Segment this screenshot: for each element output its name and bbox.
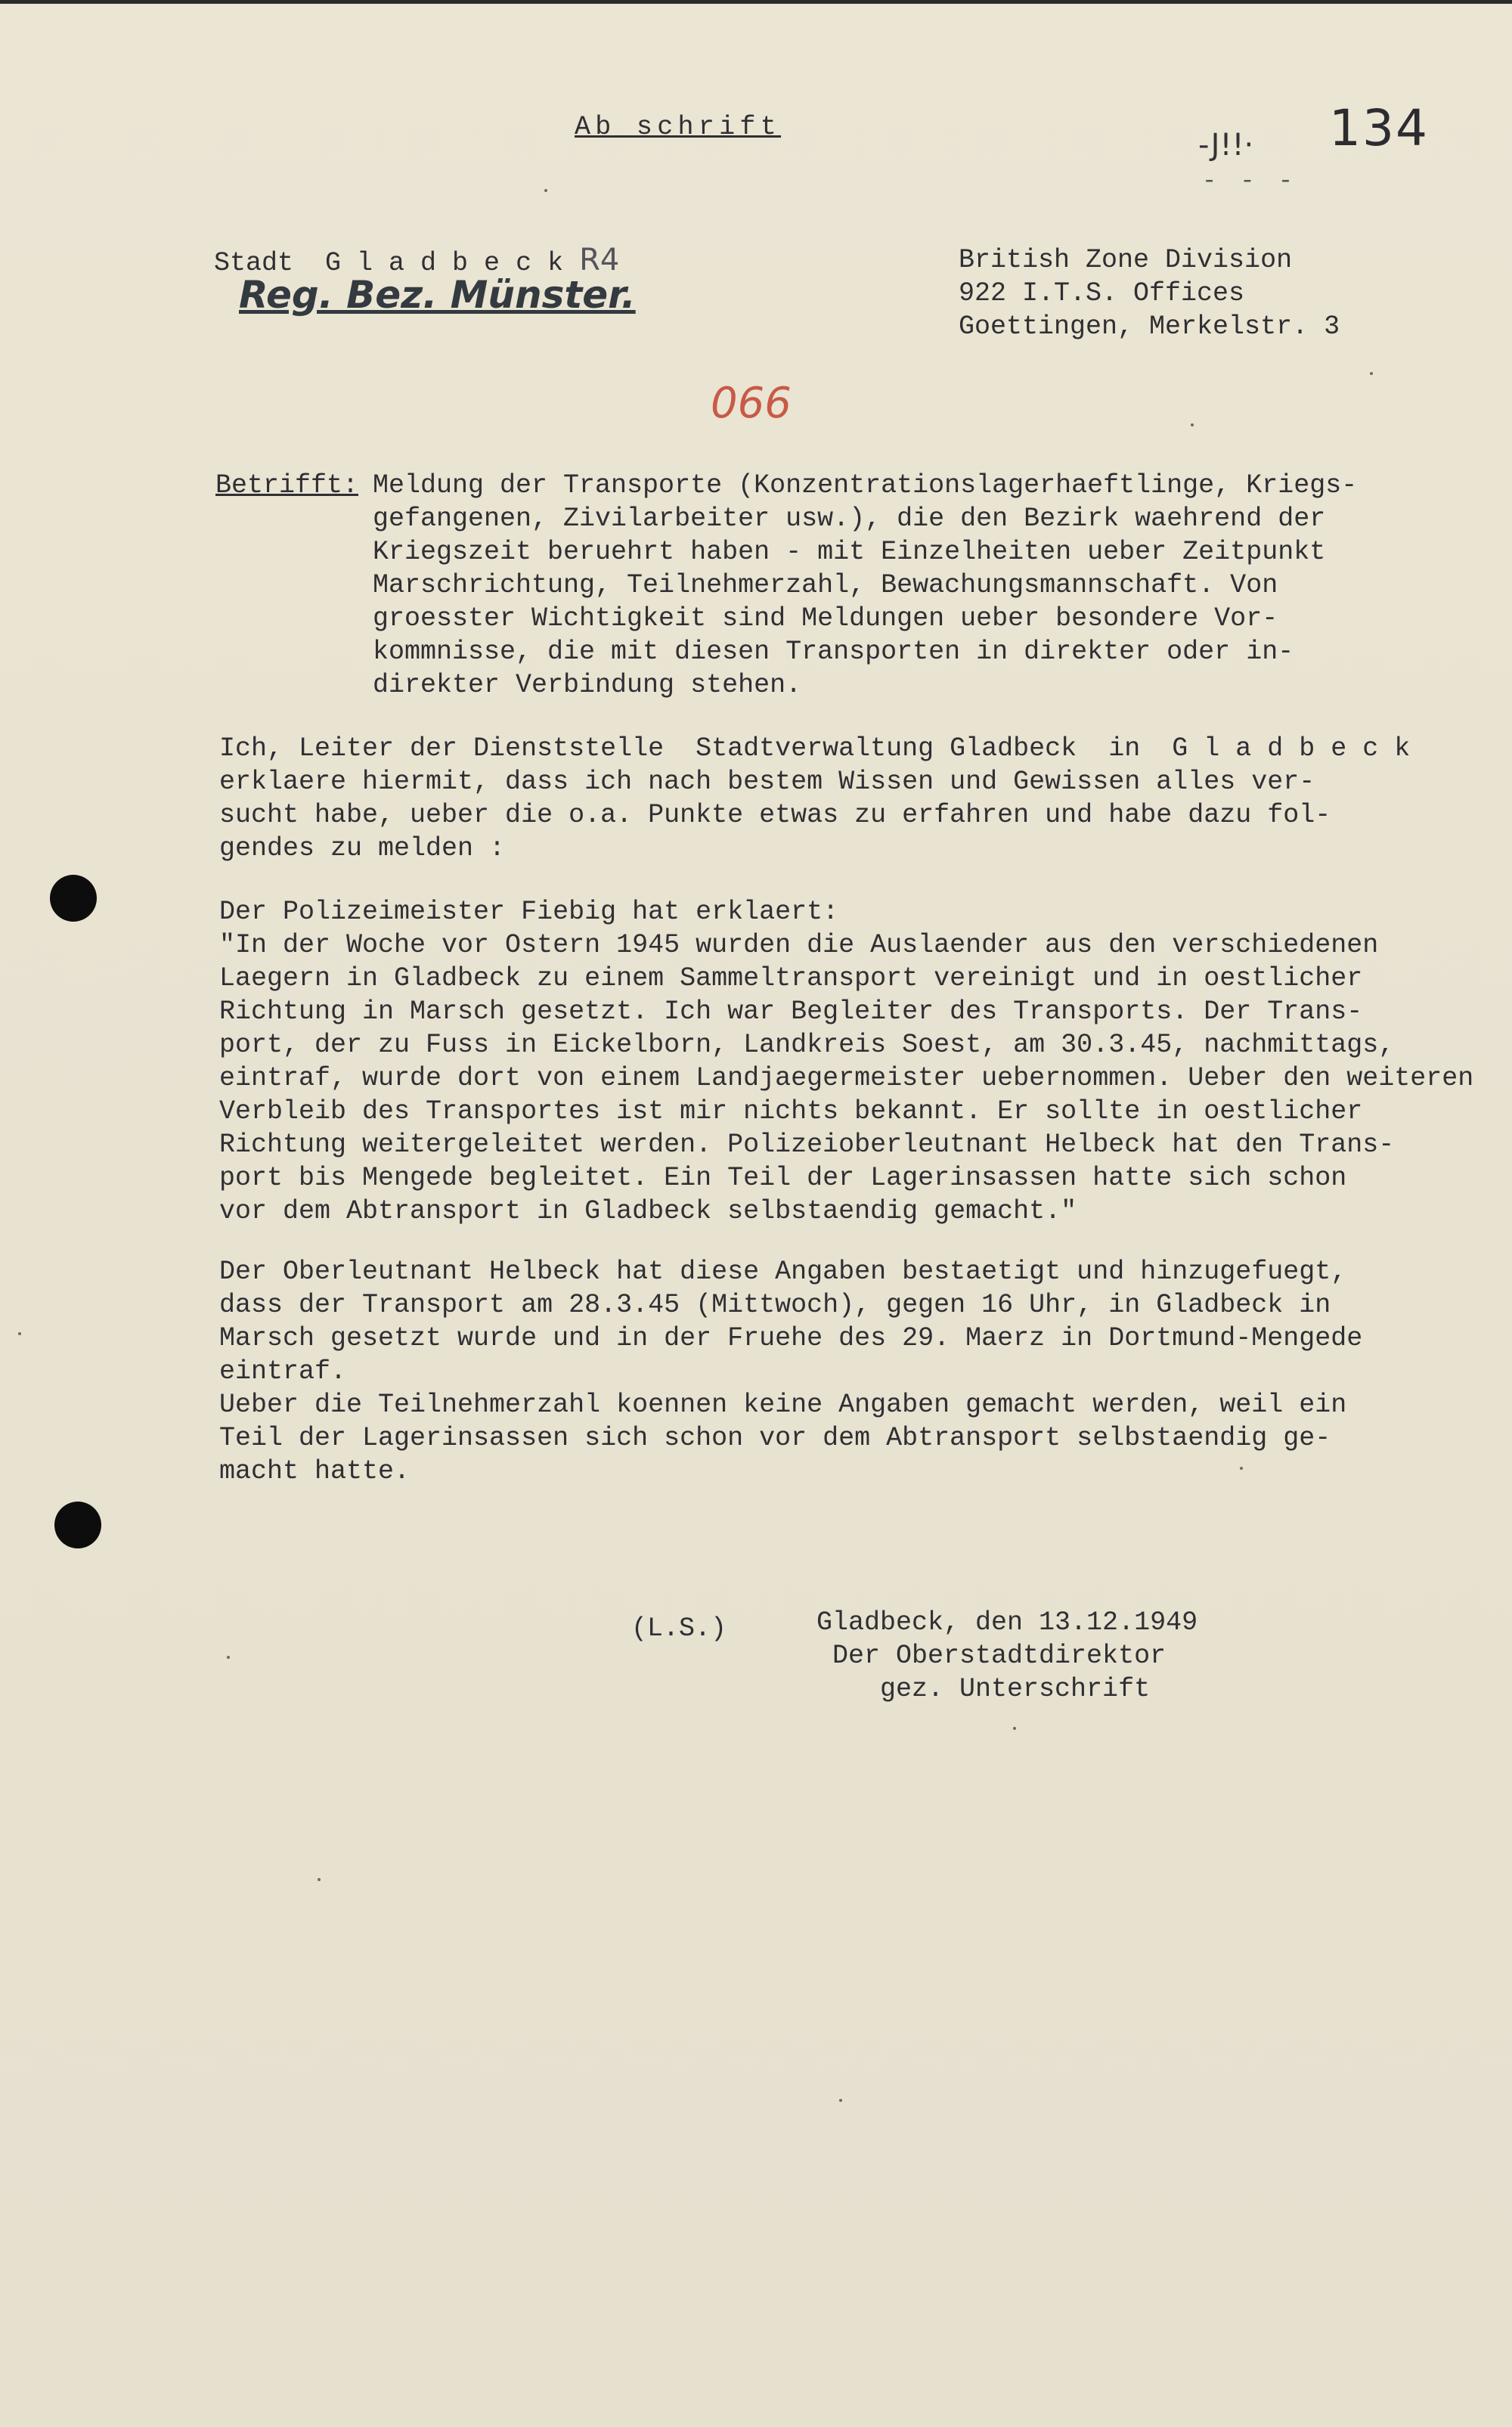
seal-mark: (L.S.)	[631, 1613, 727, 1644]
number-dashes: - - -	[1202, 167, 1298, 195]
punch-hole	[50, 875, 97, 922]
paper-speck	[1370, 372, 1373, 375]
document-title: Ab schrift	[575, 112, 782, 142]
paper-speck	[544, 189, 547, 192]
handwritten-region: Reg. Bez. Münster.	[239, 273, 636, 317]
handwritten-code: R4	[579, 243, 620, 277]
recipient-line: 922 I.T.S. Offices	[959, 278, 1245, 308]
recipient-address	[959, 243, 1340, 343]
declaration-paragraph: Ich, Leiter der Dienststelle Stadtverwaltung Gladbeck in G l a d b e c k erklaere hiermit, dass ich nach bestem Wissen und Gewissen alles ver- sucht habe, ueber die o.a. Punkte etwas zu erfahren und habe dazu fol- gendes zu melden :	[219, 733, 1411, 863]
archive-number: 066	[711, 379, 792, 428]
recipient-line: Goettingen, Merkelstr. 3	[959, 312, 1340, 342]
document-number: 134	[1329, 99, 1429, 157]
signature-block: Gladbeck, den 13.12.1949 Der Oberstadtdirektor gez. Unterschrift	[816, 1607, 1198, 1704]
paper-speck	[1240, 1467, 1243, 1470]
subject-label: Betrifft:	[215, 470, 359, 501]
paper-speck	[839, 2099, 842, 2102]
paper-speck	[1191, 423, 1194, 426]
recipient-line: British Zone Division	[959, 245, 1293, 275]
police-statement: Der Polizeimeister Fiebig hat erklaert: "In der Woche vor Ostern 1945 wurden die Auslaender aus den verschiedenen Laegern in Gladbeck zu einem Sammeltransport vereinigt und in oestlicher Richtung in Marsch gesetzt. Ich war Begleiter des Transports. Der Trans- port, der zu Fuss in Eickelborn, Landkreis Soest, am 30.3.45, nachmittags, eintraf, wurde dort von einem Landjaegermeister uebernommen. Ueber den weiteren Verbleib des Transportes ist mir nichts bekannt. Er sollte in oestlicher Richtung weitergeleitet werden. Polizeioberleutnant Helbeck hat den Trans- port bis Mengede begleitet. Ein Teil der Lagerinsassen hatte sich schon vor dem Abtransport in Gladbeck selbstaendig gemacht."	[219, 897, 1474, 1226]
lieutenant-statement: Der Oberleutnant Helbeck hat diese Angaben bestaetigt und hinzugefuegt, dass der Transport am 28.3.45 (Mittwoch), gegen 16 Uhr, in Gladbeck in Marsch gesetzt wurde und in der Fruehe des 29. Maerz in Dortmund-Mengede eintraf. Ueber die Teilnehmerzahl koennen keine Angaben gemacht werden, weil ein Teil der Lagerinsassen sich schon vor dem Abtransport selbstaendig ge- macht hatte.	[219, 1257, 1363, 1486]
top-edge	[0, 0, 1512, 4]
paper-speck	[18, 1332, 21, 1335]
sender-city: Stadt G l a d b e c k	[214, 248, 580, 278]
subject-text: Meldung der Transporte (Konzentrationslagerhaeftlinge, Kriegs- gefangenen, Zivilarbeiter usw.), die den Bezirk waehrend der Kriegszeit beruehrt haben - mit Einzelheiten ueber Zeitpunkt Marschrichtung, Teilnehmerzahl, Bewachungsmannschaft. Von groesster Wichtigkeit sind Meldungen ueber besondere Vor- kommnisse, die mit diesen Transporten in direkter oder in- direkter Verbindung stehen.	[373, 470, 1358, 700]
number-marks: -J!!·	[1198, 128, 1254, 163]
paper-speck	[1013, 1727, 1016, 1730]
punch-hole	[54, 1502, 101, 1548]
paper-speck	[227, 1656, 230, 1659]
paper-speck	[318, 1878, 321, 1881]
